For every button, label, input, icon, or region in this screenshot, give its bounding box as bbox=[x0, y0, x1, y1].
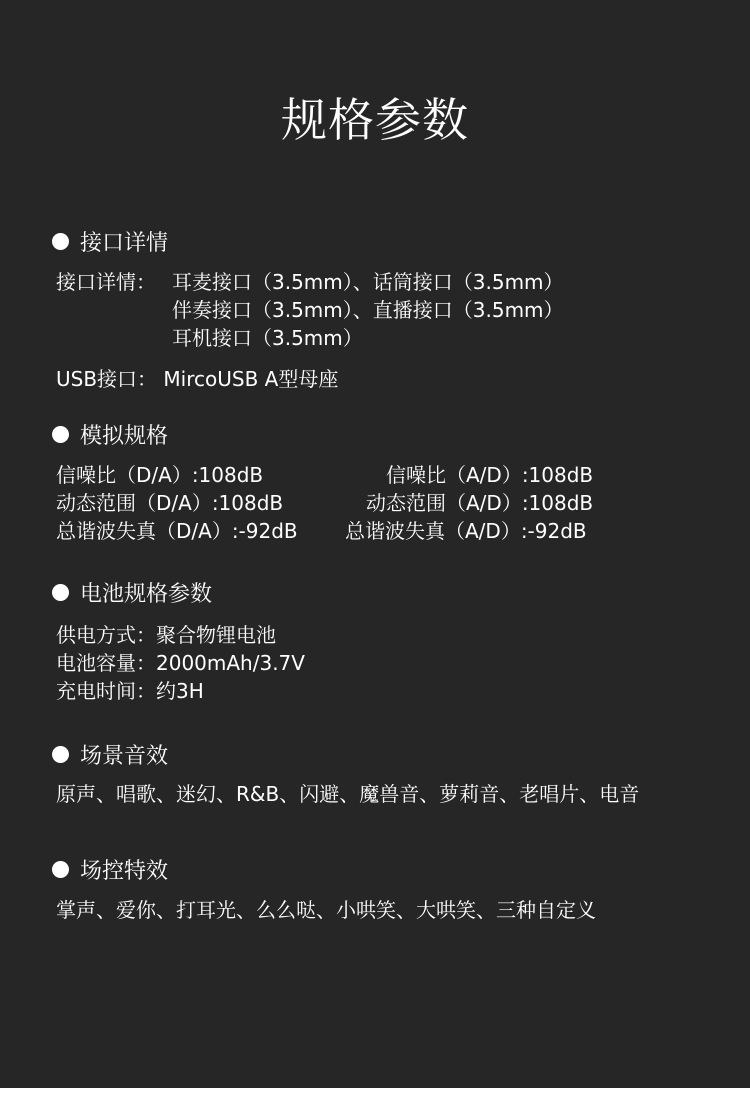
section-analog bbox=[52, 420, 168, 448]
interface-detail-line: 耳麦接口（3.5mm）、话筒接口（3.5mm） bbox=[172, 270, 564, 294]
bullet-icon bbox=[52, 233, 69, 250]
section-battery bbox=[52, 578, 212, 606]
usb-interface-line: USB接口： MircoUSB A型母座 bbox=[56, 367, 339, 391]
section-heading: 电池规格参数 bbox=[80, 581, 213, 607]
scene-effects-list: 原声、唱歌、迷幻、R&B、闪避、魔兽音、萝莉音、老唱片、电音 bbox=[56, 782, 640, 806]
battery-spec-line: 充电时间：约3H bbox=[56, 679, 204, 703]
battery-spec-line: 供电方式：聚合物锂电池 bbox=[56, 623, 276, 647]
section-heading: 模拟规格 bbox=[80, 423, 169, 449]
page-title: 规格参数 bbox=[281, 93, 469, 147]
interface-detail-label: 接口详情： bbox=[56, 270, 156, 294]
analog-spec-right: 总谐波失真（A/D）:-92dB bbox=[345, 519, 587, 543]
interface-detail-line: 耳机接口（3.5mm） bbox=[172, 326, 363, 350]
analog-spec-left: 信噪比（D/A）:108dB bbox=[56, 463, 264, 487]
bullet-icon bbox=[52, 861, 69, 878]
analog-spec-right: 动态范围（A/D）:108dB bbox=[366, 491, 594, 515]
control-effects-list: 掌声、爱你、打耳光、么么哒、小哄笑、大哄笑、三种自定义 bbox=[56, 898, 596, 922]
interface-detail-line: 伴奏接口（3.5mm）、直播接口（3.5mm） bbox=[172, 298, 564, 322]
section-heading: 场控特效 bbox=[80, 858, 169, 884]
section-control-effects bbox=[52, 855, 168, 883]
section-heading: 接口详情 bbox=[80, 230, 169, 256]
analog-spec-left: 总谐波失真（D/A）:-92dB bbox=[56, 519, 298, 543]
analog-spec-left: 动态范围（D/A）:108dB bbox=[56, 491, 284, 515]
section-scene-effects bbox=[52, 740, 168, 768]
section-interface bbox=[52, 227, 168, 255]
bullet-icon bbox=[52, 746, 69, 763]
bullet-icon bbox=[52, 426, 69, 443]
section-heading: 场景音效 bbox=[80, 743, 169, 769]
analog-spec-right: 信噪比（A/D）:108dB bbox=[386, 463, 594, 487]
bullet-icon bbox=[52, 584, 69, 601]
battery-spec-line: 电池容量：2000mAh/3.7V bbox=[56, 651, 305, 675]
